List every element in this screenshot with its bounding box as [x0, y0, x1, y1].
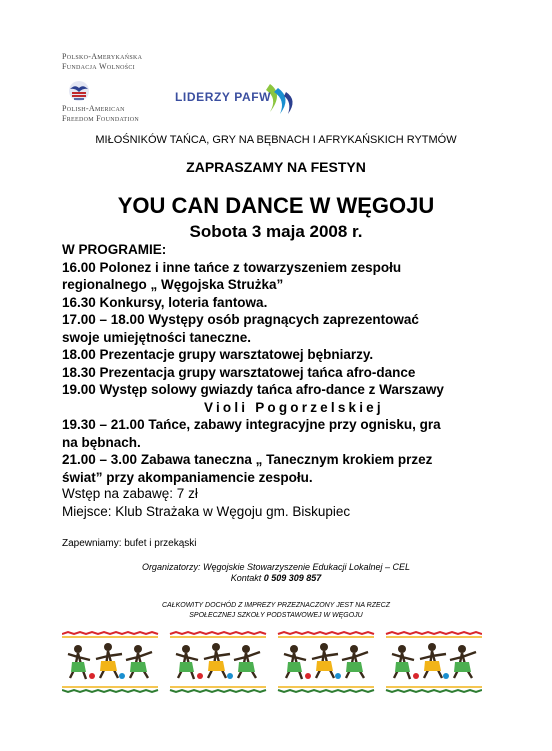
- program-line: 16.00 Polonez i inne tańce z towarzyszeniem zespołu: [62, 259, 402, 275]
- catering-note: Zapewniamy: bufet i przekąski: [62, 538, 197, 549]
- tagline: MIŁOŚNIKÓW TAŃCA, GRY NA BĘBNACH I AFRYKAŃSKICH RYTMÓW: [95, 134, 457, 146]
- program-line: 18.30 Prezentacja grupy warsztatowej tańca afro-dance: [62, 364, 416, 380]
- program-section: [62, 241, 542, 486]
- program-line: swoje umiejętności taneczne.: [62, 329, 252, 345]
- foundation-name-line: Freedom Foundation: [62, 114, 139, 123]
- foundation-eagle-logo-icon: [66, 80, 92, 102]
- contact-number: 0 509 309 857: [263, 573, 322, 583]
- dancers-illustration-icon: [62, 630, 482, 696]
- program-heading: W PROGRAMIE:: [62, 242, 167, 257]
- contact: [0, 573, 552, 583]
- program-line: 18.00 Prezentacje grupy warsztatowej bębniarzy.: [62, 347, 374, 362]
- foundation-name-line: Polish-American: [62, 104, 125, 113]
- program-line-artist: Violi Pogorzelskiej: [204, 399, 384, 415]
- event-title: YOU CAN DANCE W WĘGOJU: [117, 193, 435, 218]
- entry-fee: Wstęp na zabawę: 7 zł: [62, 486, 198, 501]
- program-line: 16.30 Konkursy, loteria fantowa.: [62, 294, 268, 310]
- program-line: 21.00 – 3.00 Zabawa taneczna „ Tanecznym krokiem przez: [62, 452, 433, 467]
- program-line: świat” przy akompaniamencie zespołu.: [62, 469, 313, 485]
- program-line: na bębnach.: [62, 434, 141, 450]
- event-place: Miejsce: Klub Strażaka w Węgoju gm. Biskupiec: [62, 504, 351, 519]
- organizer: Organizatorzy: Węgojskie Stowarzyszenie Edukacji Lokalnej – CEL: [141, 562, 411, 572]
- foundation-name-polish: [62, 52, 142, 72]
- proceeds-notice: [0, 601, 552, 621]
- notice-line: SPOŁECZNEJ SZKOŁY PODSTAWOWEJ W WĘGOJU: [189, 612, 363, 619]
- foundation-name-line: Fundacja Wolności: [62, 62, 135, 71]
- event-date: Sobota 3 maja 2008 r.: [189, 222, 363, 241]
- program-line: 19.00 Występ solowy gwiazdy tańca afro-dance z Warszawy: [62, 382, 444, 397]
- foundation-name-line: Polsko-Amerykańska: [62, 52, 143, 61]
- foundation-name-english: [62, 104, 139, 124]
- program-line: 19.30 – 21.00 Tańce, zabawy integracyjne przy ognisku, gra: [62, 417, 441, 432]
- contact-label: Kontakt: [230, 573, 262, 583]
- notice-line: CAŁKOWITY DOCHÓD Z IMPREZY PRZEZNACZONY JEST NA RZECZ: [161, 602, 391, 609]
- program-line: regionalnego „ Węgojska Strużka”: [62, 277, 284, 292]
- liderzy-pafw-logo-text: LIDERZY PAFW: [175, 90, 272, 104]
- program-line: 17.00 – 18.00 Występy osób pragnących zaprezentować: [62, 312, 419, 327]
- invitation: ZAPRASZAMY NA FESTYN: [186, 159, 366, 175]
